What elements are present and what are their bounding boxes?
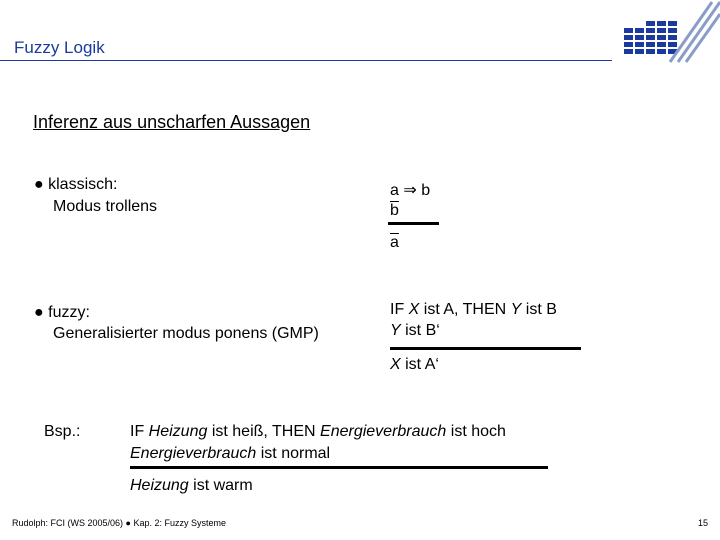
implies-symbol: ⇒ (403, 182, 417, 199)
fuzzy-conclusion (390, 354, 439, 376)
premise-end: ist B (525, 301, 557, 318)
var-y: Y (510, 301, 522, 318)
classic-inference-rule (388, 222, 439, 225)
premise-end: ist hoch (450, 423, 506, 440)
var-energieverbrauch: Energieverbrauch (320, 423, 447, 440)
var-x: X (408, 301, 420, 318)
fuzzy-inference-rule (390, 347, 581, 350)
premise-a: a (390, 182, 399, 199)
fuzzy-sublabel: Generalisierter modus ponens (GMP) (53, 325, 319, 342)
bullet-icon: ● (34, 176, 44, 193)
var-x: X (390, 356, 401, 373)
var-heizung: Heizung (148, 423, 208, 440)
premise-rest: ist B‘ (405, 322, 440, 339)
example-inference-rule (130, 466, 548, 469)
bullet-icon: ● (34, 304, 44, 321)
example-premise-2 (130, 443, 330, 465)
classic-premise-1 (390, 180, 430, 202)
example-conclusion (130, 475, 253, 497)
var-y: Y (390, 322, 401, 339)
example-label: Bsp.: (44, 423, 81, 440)
slide-heading: Inferenz aus unscharfen Aussagen (33, 112, 311, 132)
classic-conclusion: $\overline{a}$ (390, 234, 399, 251)
keyword-if: IF (390, 301, 405, 318)
bullet-classic (34, 174, 117, 196)
classic-sublabel: Modus trollens (53, 198, 158, 215)
bullet-fuzzy (34, 302, 90, 324)
premise-middle: ist A, THEN (423, 301, 507, 318)
premise-rest: ist normal (260, 445, 331, 462)
page-number: 15 (697, 518, 708, 528)
header-divider (0, 60, 612, 61)
university-logo-icon (612, 0, 720, 64)
fuzzy-premise-1 (390, 299, 557, 321)
footer-source: Rudolph: FCI (WS 2005/06) ● Kap. 2: Fuzzy Systeme (12, 518, 227, 528)
var-energieverbrauch: Energieverbrauch (130, 445, 257, 462)
fuzzy-label: fuzzy: (48, 304, 90, 321)
keyword-if: IF (130, 423, 145, 440)
premise-b: b (421, 182, 431, 199)
var-heizung: Heizung (130, 477, 189, 494)
conclusion-rest: ist warm (193, 477, 253, 494)
slide-header-title: Fuzzy Logik (14, 38, 105, 57)
conclusion-rest: ist A‘ (405, 356, 439, 373)
premise-middle: ist heiß, THEN (211, 423, 316, 440)
classic-label: klassisch: (48, 176, 118, 193)
fuzzy-premise-2 (390, 320, 440, 342)
classic-premise-2: $\overline{b}$ (390, 202, 399, 219)
example-premise-1 (130, 421, 506, 443)
